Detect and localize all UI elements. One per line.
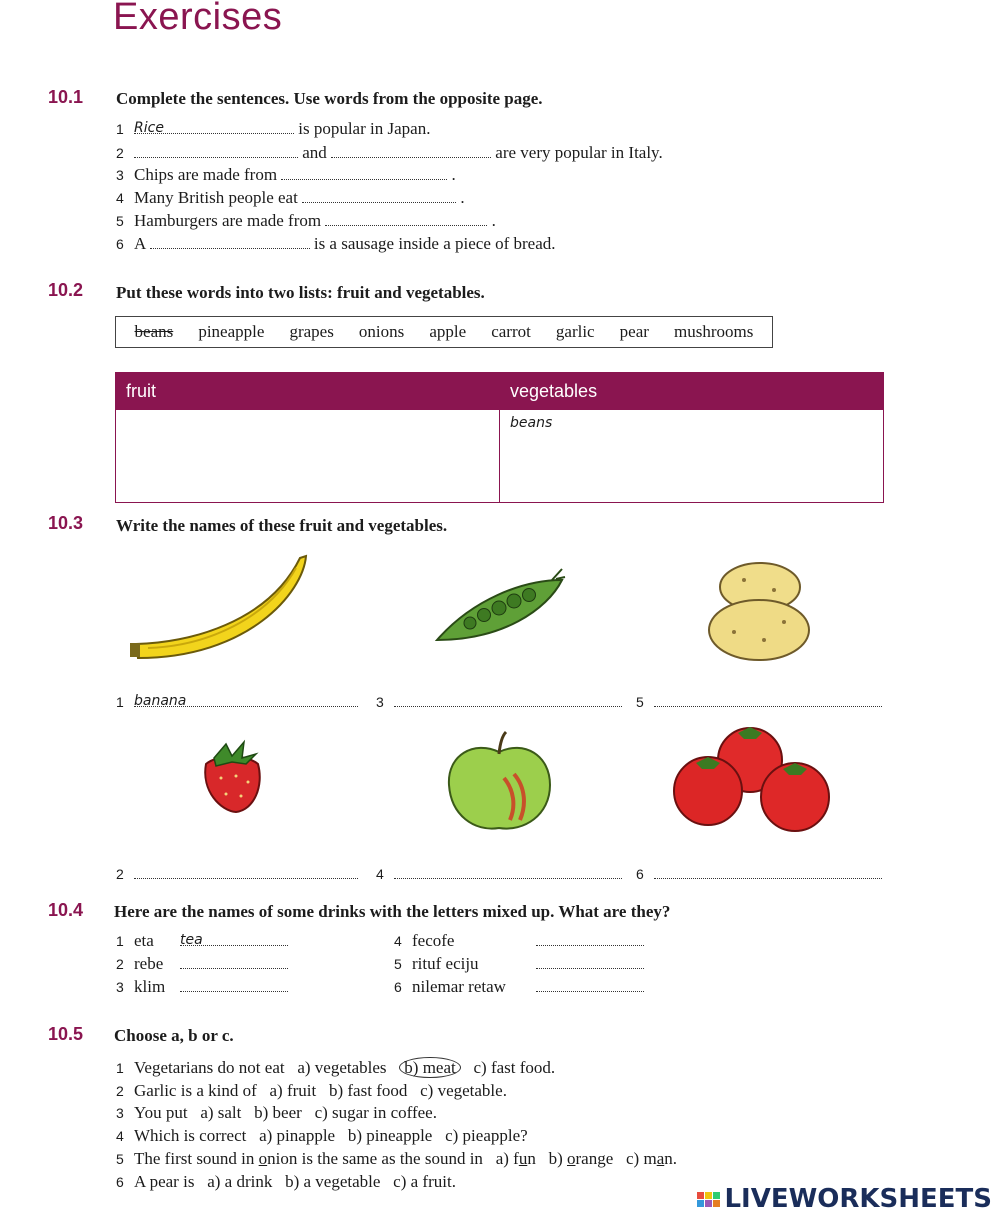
answer-field-5[interactable] xyxy=(325,211,487,226)
q2-option-c[interactable]: c) vegetable. xyxy=(420,1081,507,1100)
q3-option-a[interactable]: a) salt xyxy=(200,1103,242,1122)
word-beans: beans xyxy=(134,322,174,341)
question-3: 3 You put a) salt b) beer c) sugar in coffee. xyxy=(116,1103,437,1122)
picture-answer-5[interactable] xyxy=(654,692,882,707)
q1-option-b[interactable]: b) meat xyxy=(399,1057,460,1078)
potatoes-icon xyxy=(704,560,814,665)
word-box xyxy=(115,316,773,348)
picture-label-2: 2 xyxy=(116,864,358,884)
logo-text: LIVEWORKSHEETS xyxy=(724,1184,992,1214)
example-answer: beans xyxy=(510,415,553,431)
fruit-vegetables-table xyxy=(115,372,884,503)
drink-1: 1 eta tea xyxy=(116,931,288,951)
drink-answer-6[interactable] xyxy=(536,977,644,992)
q3-option-b[interactable]: b) beer xyxy=(254,1103,302,1122)
instruction-10-2: Put these words into two lists: fruit and vegetables. xyxy=(116,283,485,302)
vegetables-header: vegetables xyxy=(500,373,884,410)
drink-answer-5[interactable] xyxy=(536,954,644,969)
drink-answer-4[interactable] xyxy=(536,931,644,946)
drink-answer-1[interactable]: tea xyxy=(180,931,288,946)
q4-option-c[interactable]: c) pieapple? xyxy=(445,1126,528,1145)
drink-3: 3 klim xyxy=(116,977,288,997)
section-number-10-4: 10.4 xyxy=(48,900,84,920)
instruction-10-1: Complete the sentences. Use words from the opposite page. xyxy=(116,89,543,108)
sentence-6: 6 A is a sausage inside a piece of bread. xyxy=(116,234,556,253)
picture-label-4: 4 xyxy=(376,864,622,884)
picture-label-5: 5 xyxy=(636,692,882,712)
answer-field-2b[interactable] xyxy=(331,143,491,158)
instruction-10-3: Write the names of these fruit and vegetables. xyxy=(116,516,448,535)
picture-answer-1[interactable]: banana xyxy=(134,692,358,707)
sentence-1: 1 Rice is popular in Japan. xyxy=(116,119,431,138)
question-6: 6 A pear is a) a drink b) a vegetable c) a fruit. xyxy=(116,1172,456,1191)
picture-answer-4[interactable] xyxy=(394,864,622,879)
q5-option-b[interactable]: b) orange xyxy=(548,1149,614,1168)
apple-icon xyxy=(444,730,556,835)
page-title: Exercises xyxy=(113,0,283,38)
question-5: 5 The first sound in onion is the same as the sound in a) fun b) orange c) man. xyxy=(116,1149,677,1168)
question-4: 4 Which is correct a) pinapple b) pineapple c) pieapple? xyxy=(116,1126,528,1145)
picture-label-1: 1 banana xyxy=(116,692,358,712)
drink-answer-2[interactable] xyxy=(180,954,288,969)
word-onions[interactable]: onions xyxy=(358,322,405,341)
q1-option-c[interactable]: c) fast food. xyxy=(473,1058,556,1077)
picture-answer-3[interactable] xyxy=(394,692,622,707)
fruit-column[interactable] xyxy=(116,410,500,503)
word-apple[interactable]: apple xyxy=(429,322,467,341)
word-carrot[interactable]: carrot xyxy=(491,322,531,341)
q5-option-c[interactable]: c) man. xyxy=(626,1149,677,1168)
drink-4: 4 fecofe xyxy=(394,931,644,951)
answer-field-3[interactable] xyxy=(281,165,447,180)
q4-option-b[interactable]: b) pineapple xyxy=(347,1126,433,1145)
q5-option-a[interactable]: a) fun xyxy=(495,1149,536,1168)
peas-icon xyxy=(432,565,567,650)
section-number-10-2: 10.2 xyxy=(48,280,84,300)
sentence-3: 3 Chips are made from . xyxy=(116,165,456,184)
word-pear[interactable]: pear xyxy=(619,322,649,341)
drink-6: 6 nilemar retaw xyxy=(394,977,644,997)
instruction-10-4: Here are the names of some drinks with the letters mixed up. What are they? xyxy=(114,902,671,921)
drink-2: 2 rebe xyxy=(116,954,288,974)
picture-answer-6[interactable] xyxy=(654,864,882,879)
q4-option-a[interactable]: a) pinapple xyxy=(259,1126,336,1145)
section-number-10-1: 10.1 xyxy=(48,87,84,107)
drink-5: 5 rituf eciju xyxy=(394,954,644,974)
word-pineapple[interactable]: pineapple xyxy=(198,322,265,341)
q6-option-a[interactable]: a) a drink xyxy=(207,1172,273,1191)
q2-option-b[interactable]: b) fast food xyxy=(328,1081,408,1100)
sentence-2: 2 and are very popular in Italy. xyxy=(116,143,663,162)
q6-option-b[interactable]: b) a vegetable xyxy=(285,1172,381,1191)
liveworksheets-logo[interactable] xyxy=(697,1184,992,1214)
picture-answer-2[interactable] xyxy=(134,864,358,879)
q1-option-a[interactable]: a) vegetables xyxy=(297,1058,387,1077)
word-grapes[interactable]: grapes xyxy=(289,322,334,341)
sentence-5: 5 Hamburgers are made from . xyxy=(116,211,496,230)
section-number-10-5: 10.5 xyxy=(48,1024,84,1044)
question-2: 2 Garlic is a kind of a) fruit b) fast food c) vegetable. xyxy=(116,1081,507,1100)
answer-field-1[interactable]: Rice xyxy=(134,119,294,134)
picture-label-3: 3 xyxy=(376,692,622,712)
instruction-10-5: Choose a, b or c. xyxy=(114,1026,234,1045)
answer-field-2a[interactable] xyxy=(134,143,298,158)
fruit-header: fruit xyxy=(116,373,500,410)
question-1: 1 Vegetarians do not eat a) vegetables b) meat c) fast food. xyxy=(116,1058,556,1077)
q3-option-c[interactable]: c) sugar in coffee. xyxy=(314,1103,437,1122)
word-mushrooms[interactable]: mushrooms xyxy=(674,322,754,341)
drink-answer-3[interactable] xyxy=(180,977,288,992)
sentence-4: 4 Many British people eat . xyxy=(116,188,465,207)
q6-option-c[interactable]: c) a fruit. xyxy=(393,1172,456,1191)
picture-label-6: 6 xyxy=(636,864,882,884)
logo-grid-icon xyxy=(697,1192,720,1207)
answer-field-4[interactable] xyxy=(302,188,456,203)
answer-field-6[interactable] xyxy=(150,234,310,249)
tomatoes-icon xyxy=(670,725,835,833)
q2-option-a[interactable]: a) fruit xyxy=(269,1081,317,1100)
strawberry-icon xyxy=(196,736,268,816)
word-garlic[interactable]: garlic xyxy=(555,322,595,341)
banana-icon xyxy=(128,548,313,663)
vegetables-column[interactable] xyxy=(500,410,884,503)
section-number-10-3: 10.3 xyxy=(48,513,84,533)
